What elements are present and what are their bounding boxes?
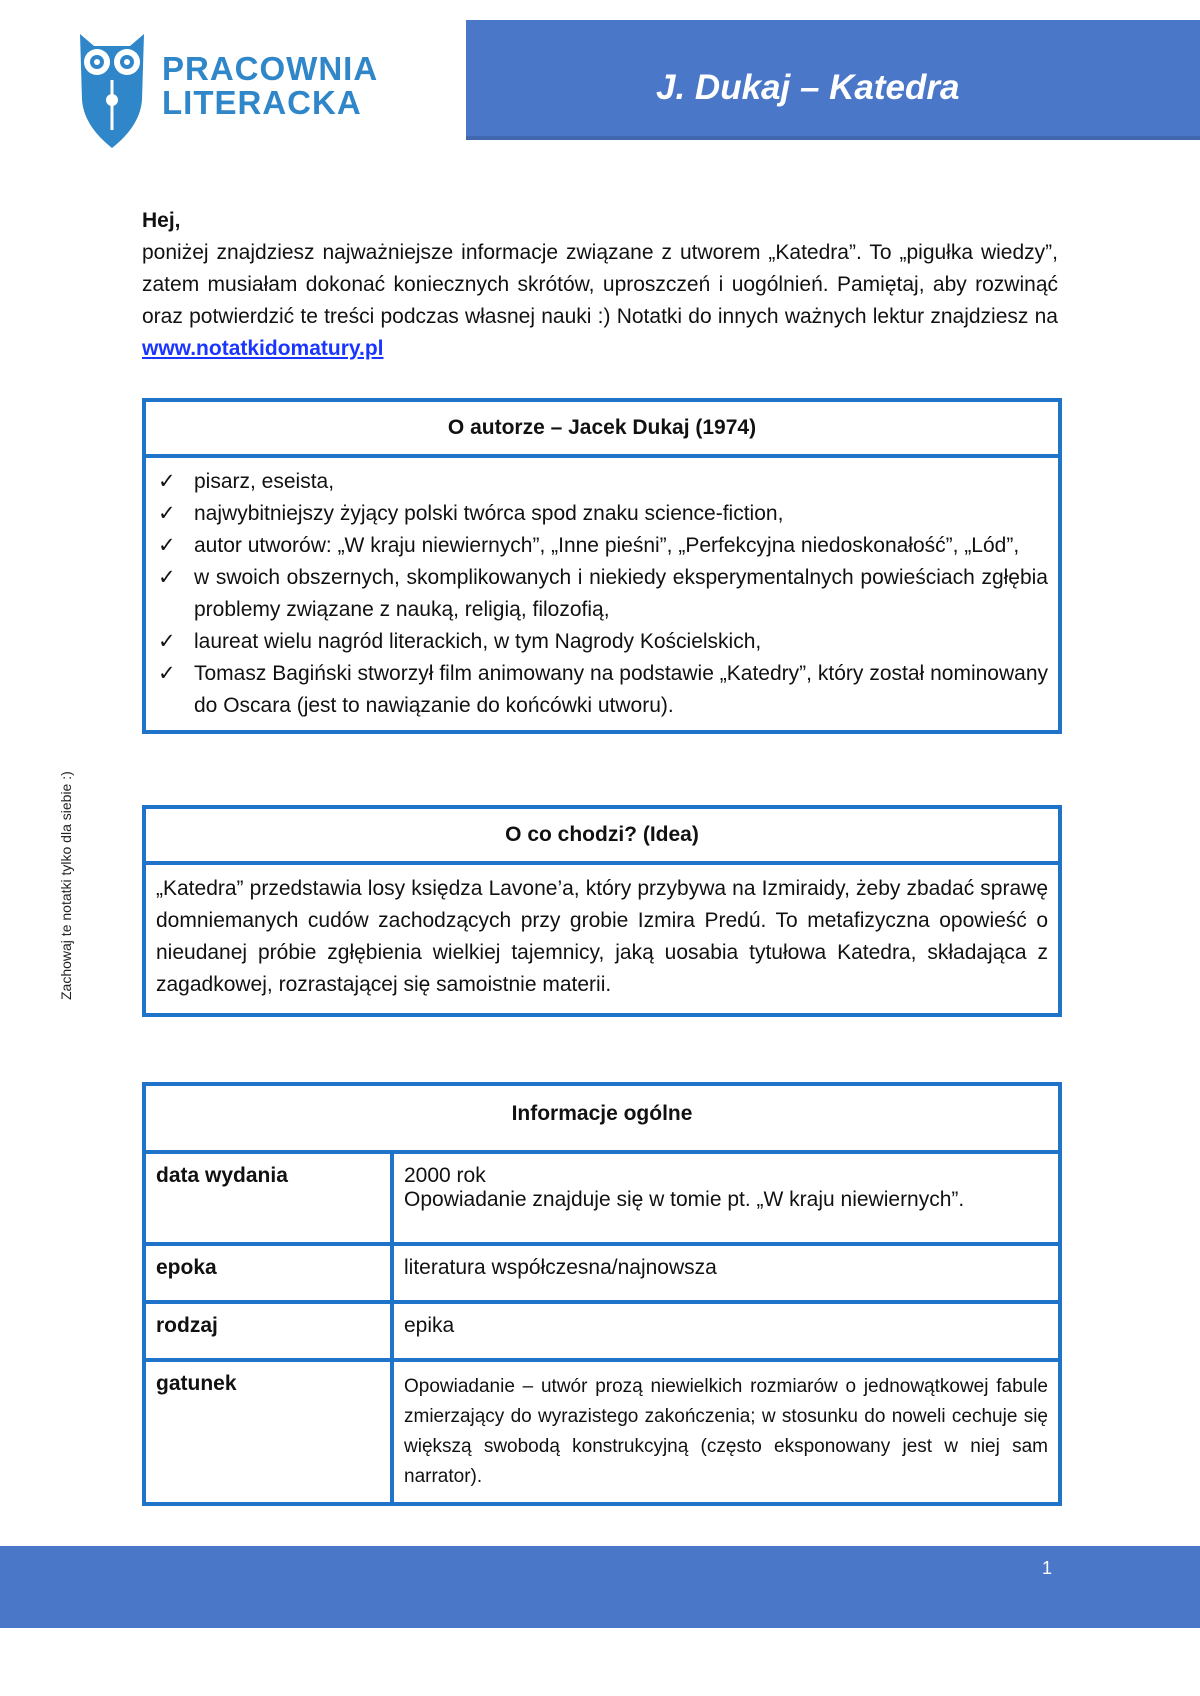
table-row (146, 1302, 1058, 1360)
list-item-text: najwybitniejszy żyjący polski twórca spod znaku science-fiction, (194, 502, 784, 525)
header-banner (466, 20, 1200, 140)
list-item (158, 562, 1048, 626)
info-section-title: Informacje ogólne (146, 1086, 1058, 1154)
list-item-text: autor utworów: „W kraju niewiernych”, „Inne pieśni”, „Perfekcyjna niedoskonałość”, „Lód”, (194, 534, 1020, 557)
footer-band (0, 1546, 1200, 1628)
brand-name (162, 52, 378, 120)
intro-paragraph (142, 205, 1058, 365)
row-value: Opowiadanie – utwór prozą niewielkich rozmiarów o jednowątkowej fabule zmierzający do wyrazistego zakończenia; w stosunku do noweli cechuje się większą swobodą konstrukcyjną (często eksponowany jest w niej sam narrator). (392, 1360, 1058, 1502)
list-item (158, 466, 1048, 498)
check-icon: ✓ (158, 470, 176, 493)
list-item (158, 498, 1048, 530)
author-section (142, 398, 1062, 734)
notatki-link[interactable]: www.notatkidomatury.pl (142, 337, 384, 360)
row-label: gatunek (146, 1360, 392, 1502)
intro-text: poniżej znajdziesz najważniejsze informacje związane z utworem „Katedra”. To „pigułka wiedzy”, zatem musiałam dokonać koniecznych skrótów, uproszczeń i uogólnień. Pamiętaj, aby rozwinąć oraz potwierdzić te treści podczas własnej nauki :) Notatki do innych ważnych lektur znajdziesz na (142, 241, 1058, 328)
list-item (158, 658, 1048, 722)
idea-section (142, 805, 1062, 1017)
brand-line-2: LITERACKA (162, 84, 362, 121)
table-row (146, 1154, 1058, 1244)
row-label: data wydania (146, 1154, 392, 1244)
info-table (146, 1154, 1058, 1502)
table-row (146, 1244, 1058, 1302)
check-icon: ✓ (158, 566, 176, 589)
intro-greeting: Hej, (142, 209, 181, 232)
row-value: epika (392, 1302, 1058, 1360)
page-number: 1 (1041, 1558, 1052, 1578)
row-value-line: 2000 rok (404, 1164, 486, 1187)
list-item-text: w swoich obszernych, skomplikowanych i niekiedy eksperymentalnych powieściach zgłębia problemy związane z nauką, religią, filozofią, (194, 566, 1048, 621)
check-icon: ✓ (158, 662, 176, 685)
page-title: J. Dukaj – Katedra (656, 68, 960, 107)
list-item-text: laureat wielu nagród literackich, w tym Nagrody Kościelskich, (194, 630, 762, 653)
list-item-text: Tomasz Bagiński stworzył film animowany na podstawie „Katedry”, który został nominowany do Oscara (jest to nawiązanie do końcówki utworu). (194, 662, 1048, 717)
row-value (392, 1154, 1058, 1244)
list-item (158, 530, 1048, 562)
author-list (146, 458, 1058, 730)
side-note: Zachowaj te notatki tylko dla siebie :) (58, 771, 74, 1000)
check-icon: ✓ (158, 502, 176, 525)
list-item-text: pisarz, eseista, (194, 470, 335, 493)
row-label: epoka (146, 1244, 392, 1302)
brand-logo (72, 30, 412, 150)
row-value-line: Opowiadanie znajduje się w tomie pt. „W kraju niewiernych”. (404, 1188, 965, 1211)
idea-text: „Katedra” przedstawia losy księdza Lavone’a, który przybywa na Izmiraidy, żeby zbadać sprawę domniemanych cudów zachodzących przy grobie Izmira Predú. To metafizyczna opowieść o nieudanej próbie zgłębienia wielkiej tajemnicy, jaką uosabia tytułowa Katedra, składająca z zagadkowej, rozrastającej się samoistnie materii. (156, 877, 1048, 996)
check-icon: ✓ (158, 630, 176, 653)
author-section-title: O autorze – Jacek Dukaj (1974) (146, 402, 1058, 458)
idea-section-title: O co chodzi? (Idea) (146, 809, 1058, 865)
info-section (142, 1082, 1062, 1506)
brand-line-1: PRACOWNIA (162, 50, 379, 87)
table-row (146, 1360, 1058, 1502)
row-label: rodzaj (146, 1302, 392, 1360)
owl-pen-nib-icon (72, 30, 152, 150)
list-item (158, 626, 1048, 658)
row-value: literatura współczesna/najnowsza (392, 1244, 1058, 1302)
check-icon: ✓ (158, 534, 176, 557)
